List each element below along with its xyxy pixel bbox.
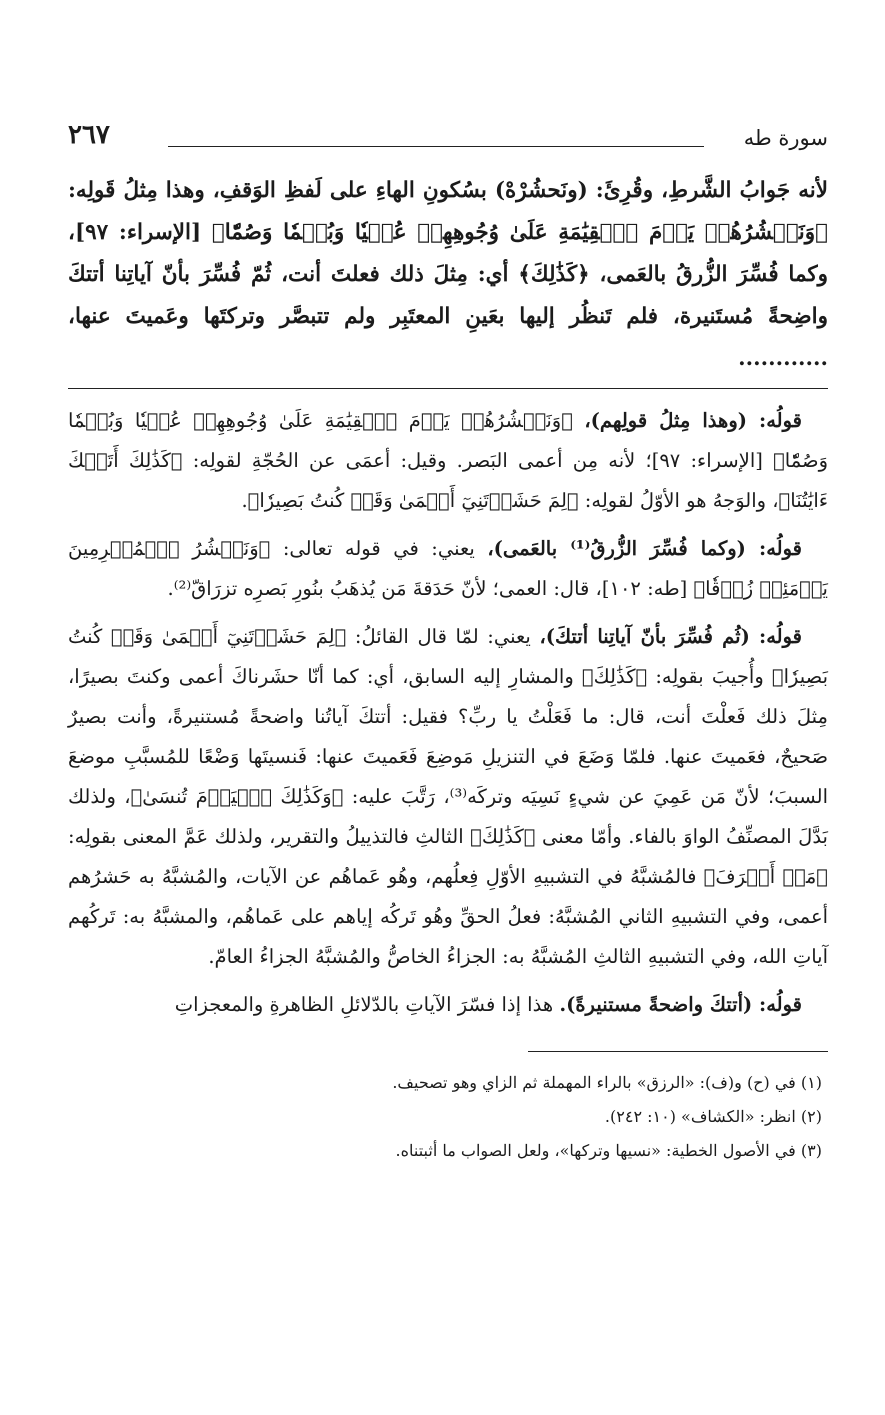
surah-title: سورة طه <box>743 126 828 150</box>
commentary-paragraph-3 <box>68 617 828 977</box>
commentary-paragraph-1 <box>68 401 828 521</box>
commentary-lead: قولُه: (وكما فُسِّرَ الزُّرقُ⁽¹⁾ بالعَمى)، <box>487 537 802 560</box>
footnote-divider <box>528 1051 828 1052</box>
commentary-body: يعني: في قوله تعالى: ﴿وَنَحۡشُرُ ٱلۡمُجۡرِمِينَ يَوۡمَئِذٖ زُرۡقٗا﴾ [طه: ١٠٢]، قال: العمى؛ لأنّ حَدَقةَ مَن يُذهَبُ بنُورِ بَصرِه تزرَاقّ⁽²⁾. <box>68 537 828 600</box>
commentary-paragraph-2 <box>68 529 828 609</box>
footnotes <box>68 1066 828 1168</box>
commentary-body: ﴿وَنَحۡشُرُهُمۡ يَوۡمَ ٱلۡقِيَٰمَةِ عَلَىٰ وُجُوهِهِمۡ عُمۡيٗا وَبُكۡمٗا وَصُمّٗا﴾ [الإسراء: ٩٧]؛ لأنه مِن أعمى البَصر. وقيل: أعمَى عن الحُجّةِ لقولِه: ﴿كَذَٰلِكَ أَتَتۡكَ ءَايَٰتُنَا﴾، والوَجهُ هو الأوّلُ لقولِه: ﴿لِمَ حَشَرۡتَنِيٓ أَعۡمَىٰ وَقَدۡ كُنتُ بَصِيرٗا﴾. <box>68 409 828 512</box>
commentary-body: يعني: لمّا قال القائلُ: ﴿لِمَ حَشَرۡتَنِيٓ أَعۡمَىٰ وَقَدۡ كُنتُ بَصِيرٗا﴾ وأُجيبَ بقولِه: ﴿كَذَٰلِكَ﴾ والمشارِ إليه السابق، أي: كما أنّا حشَرناكَ أعمى وكنتَ بصيرًا، مِثلَ ذلك فَعلْتَ أنت، قال: ما فَعَلْتُ يا ربِّ؟ فقيل: أتتكَ آياتُنا واضحةً مُستنيرةً، وأنت بصيرٌ صَحيحٌ، فعَميتَ عنها. فلمّا وَضَعَ في التنزيلِ مَوضِعَ فَعَميتَ عنها: فَنسيتَها وَضْعًا للمُسبَّبِ موضعَ السببَ؛ لأنّ مَن عَمِيَ عن شيءٍ نَسِيَه وتركَه⁽³⁾، رَتَّبَ عليه: ﴿وَكَذَٰلِكَ ٱلۡيَوۡمَ تُنسَىٰ﴾، ولذلك بَدَّلَ المصنِّفُ الواوَ بالفاء. وأمّا معنى ﴿كَذَٰلِكَ﴾ الثالثِ فالتذييلُ والتقرير، ولذلك عَمَّ المعنى بقولِه: ﴿مَنۡ أَسۡرَفَ﴾ فالمُشبَّهُ في التشبيهِ الأوّلِ فِعلُهم، وهُو عَماهُم عن الآيات، والمُشبَّهُ به حَشرُهم أعمى، وفي التشبيهِ الثاني المُشبَّهُ: فعلُ الحقِّ وهُو تَركُه إياهم على عَماهُم، والمشبَّهُ به: تَركُهم آياتِ الله، وفي التشبيهِ الثالثِ المُشبَّهُ به: الجزاءُ الخاصُّ والمُشبَّهُ الجزاءُ العامّ. <box>68 625 828 968</box>
footnote-2: (٢) انظر: «الكشاف» (١٠: ٢٤٢). <box>604 1107 822 1126</box>
commentary-paragraph-4 <box>68 985 828 1025</box>
commentary <box>68 401 828 1025</box>
main-paragraph: لأنه جَوابُ الشَّرطِ، وقُرِئَ: (ونَحشُرْهْ) بسُكونِ الهاءِ على لَفظِ الوَقفِ، وهذا مِثلُ قَولِه: ﴿وَنَحۡشُرُهُمۡ يَوۡمَ ٱلۡقِيَٰمَةِ عَلَىٰ وُجُوهِهِمۡ عُمۡيٗا وَبُكۡمٗا وَصُمّٗا﴾ [الإسراء: ٩٧]، وكما فُسِّرَ الزُّرقُ بالعَمى، ﴿كَذَٰلِكَ﴾ أي: مِثلَ ذلك فعلتَ أنت، ثُمّ فُسِّرَ بأنّ آياتِنا أتتكَ واضِحةً مُستَنيرة، فلم تَنظُر إليها بعَينِ المعتَبِر ولم تتبصَّر وتركتَها وعَميتَ عنها، ............ <box>68 178 828 371</box>
page-header <box>68 120 828 160</box>
commentary-lead: قولُه: (ثُم فُسِّرَ بأنّ آياتِنا أتتكَ)، <box>539 625 802 648</box>
page-number: ٢٦٧ <box>68 120 110 150</box>
footnote-3: (٣) في الأصول الخطية: «نسيها وتركها»، ولعل الصواب ما أثبتناه. <box>395 1141 822 1160</box>
commentary-lead: قولُه: (أتتكَ واضحةً مستنيرةً). <box>559 993 802 1016</box>
header-rule <box>168 146 704 147</box>
main-divider <box>68 388 828 389</box>
commentary-body: هذا إذا فسّرَ الآياتِ بالدّلائلِ الظاهرةِ والمعجزاتِ <box>174 993 560 1016</box>
main-text <box>68 170 828 380</box>
book-page <box>68 120 828 1168</box>
footnote-1: (١) في (ح) و(ف): «الرزق» بالراء المهملة ثم الزاي وهو تصحيف. <box>392 1073 822 1092</box>
commentary-lead: قولُه: (وهذا مِثلُ قولِهم)، <box>584 409 803 432</box>
